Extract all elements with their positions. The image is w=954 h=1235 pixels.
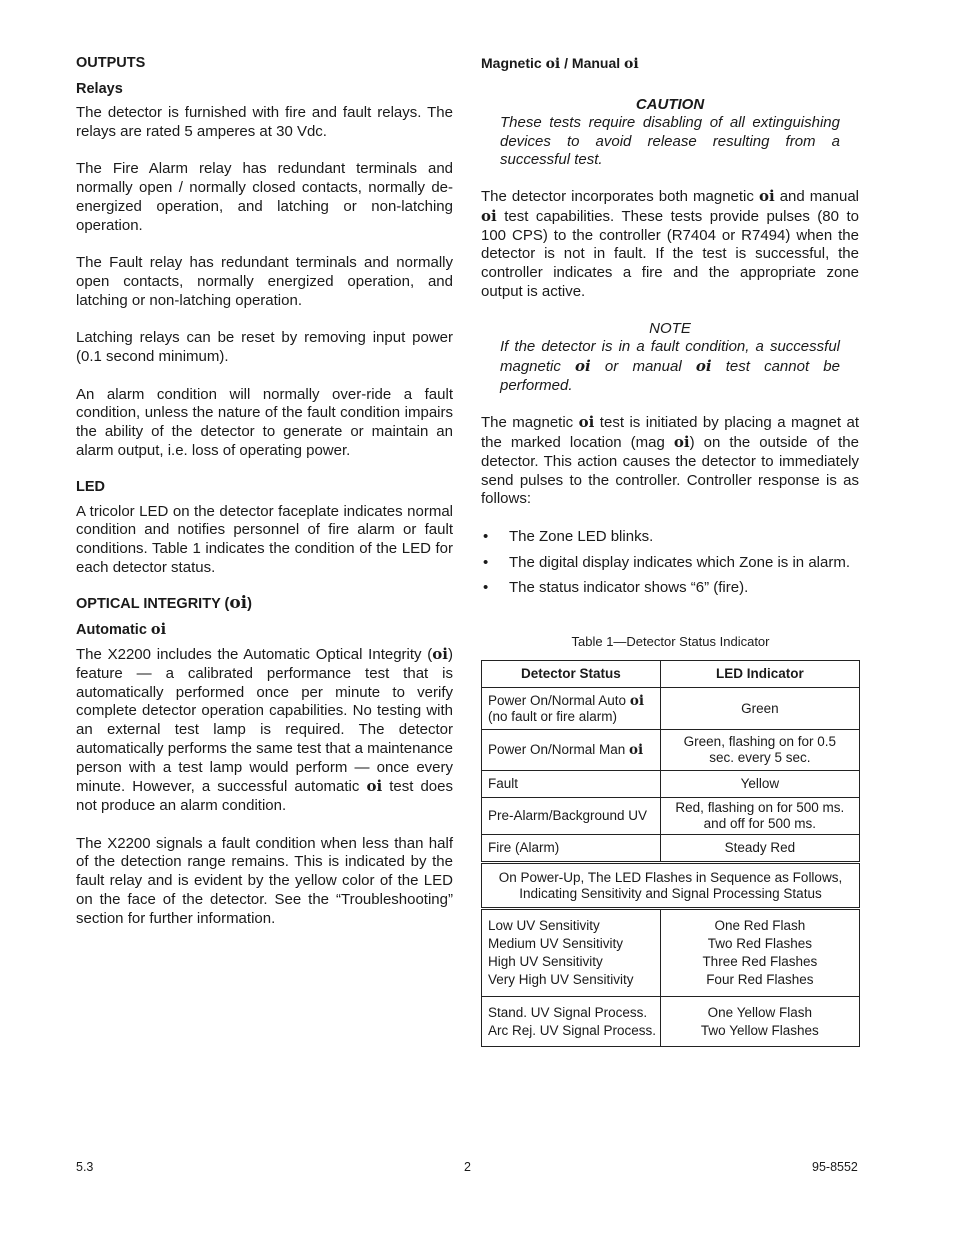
led-cell: Steady Red bbox=[660, 835, 859, 863]
status-cell: Power On/Normal Auto oi (no fault or fire alarm) bbox=[482, 688, 661, 730]
sensitivity-status-cell: Low UV Sensitivity Medium UV Sensitivity High UV Sensitivity Very High UV Sensitivity bbox=[482, 909, 661, 997]
powerup-cell: On Power-Up, The LED Flashes in Sequence as Follows, Indicating Sensitivity and Signal Processing Status bbox=[482, 863, 860, 909]
relays-heading: Relays bbox=[76, 81, 123, 97]
footer-document-number: 95-8552 bbox=[812, 1160, 858, 1174]
magnetic-manual-heading: Magnetic oi / Manual oi bbox=[481, 55, 639, 72]
note-title: NOTE bbox=[649, 320, 691, 338]
automatic-paragraph-2: The X2200 signals a fault condition when less than half of the detection range remains. This is indicated by the fault relay and is evident by the yellow color of the LED on the face of the detector. See the “Troubleshooting” section for further information. bbox=[76, 834, 453, 927]
sensitivity-row bbox=[482, 909, 860, 997]
outputs-heading: OUTPUTS bbox=[76, 55, 146, 71]
oi-symbol: oi bbox=[673, 433, 690, 452]
table-header-row bbox=[482, 661, 860, 688]
oi-symbol: oi bbox=[578, 413, 595, 432]
led-heading: LED bbox=[76, 478, 105, 495]
status-cell: Fire (Alarm) bbox=[482, 835, 661, 863]
table-row bbox=[482, 798, 860, 835]
caution-title: CAUTION bbox=[635, 96, 705, 113]
led-cell: Green bbox=[660, 688, 859, 730]
status-cell: Power On/Normal Man oi bbox=[482, 730, 661, 771]
oi-symbol: oi bbox=[624, 56, 639, 72]
optical-integrity-heading: OPTICAL INTEGRITY (oi) bbox=[76, 593, 252, 614]
table-row bbox=[482, 771, 860, 798]
footer-page-number: 2 bbox=[464, 1160, 471, 1174]
note-text: If the detector is in a fault condition, a successful magnetic oi or manual oi test cannot be performed. bbox=[500, 338, 840, 394]
relays-paragraph-5: An alarm condition will normally over-ride a fault condition, unless the nature of the fault condition impairs the ability of the detector to generate or maintain an alarm output, i.e. loss of operating power. bbox=[76, 385, 453, 459]
table-caption: Table 1—Detector Status Indicator bbox=[571, 634, 770, 649]
relays-paragraph-1: The detector is furnished with fire and fault relays. The relays are rated 5 amperes at 30 Vdc. bbox=[76, 104, 453, 140]
header-led-indicator: LED Indicator bbox=[660, 661, 859, 688]
detector-status-table bbox=[481, 660, 860, 1047]
oi-symbol: oi bbox=[545, 56, 561, 72]
table-row bbox=[482, 730, 860, 771]
sensitivity-led-cell: One Red Flash Two Red Flashes Three Red Flashes Four Red Flashes bbox=[660, 909, 859, 997]
oi-symbol: oi bbox=[629, 742, 644, 758]
relays-paragraph-2: The Fire Alarm relay has redundant terminals and normally open / normally closed contacts, normally de-energized operation, and latching or non-latching operation. bbox=[76, 160, 453, 234]
automatic-oi-heading: Automatic oi bbox=[76, 621, 167, 639]
oi-symbol: oi bbox=[695, 357, 712, 376]
led-paragraph: A tricolor LED on the detector faceplate indicates normal condition and notifies personnel of fire alarm or fault conditions. Table 1 indicates the condition of the LED for each detector status. bbox=[76, 502, 453, 576]
automatic-paragraph-1: The X2200 includes the Automatic Optical Integrity (oi) feature — a calibrated performance test that is automatically performed once per minute to verify complete detector operation capabilities. No testing with an external test lamp is required. The detector automatically performs the same test that a maintenance person with a test lamp would perform — once every minute. However, a successful automatic oi test does not produce an alarm condition. bbox=[76, 645, 453, 814]
led-cell: Green, flashing on for 0.5 sec. every 5 sec. bbox=[660, 730, 859, 771]
oi-symbol: oi bbox=[366, 777, 383, 796]
oi-symbol: oi bbox=[629, 692, 644, 709]
oi-symbol: oi bbox=[481, 206, 497, 225]
oi-symbol: oi bbox=[432, 645, 448, 664]
right-column bbox=[481, 50, 859, 605]
oi-symbol: oi bbox=[229, 593, 248, 614]
magnetic-paragraph-1: The detector incorporates both magnetic oi and manual oi test capabilities. These tests provide pulses (80 to 100 CPS) to the controller (R7404 or R7494) when the detector is not in fault. If the test is successful, the controller indicates a fire and the appropriate zone output is active. bbox=[481, 187, 859, 300]
table-row bbox=[482, 835, 860, 863]
status-cell: Fault bbox=[482, 771, 661, 798]
list-item: • The Zone LED blinks. bbox=[483, 527, 654, 545]
powerup-row bbox=[482, 863, 860, 909]
oi-symbol: oi bbox=[150, 621, 167, 639]
magnetic-paragraph-2: The magnetic oi test is initiated by placing a magnet at the marked location (mag oi) on the outside of the detector. This action causes the detector to immediately send pulses to the controller. Controller response is as follows: bbox=[481, 413, 860, 508]
relays-paragraph-3: The Fault relay has redundant terminals and normally open contacts, normally energized operation, and latching or non-latching operation. bbox=[76, 254, 453, 309]
list-item: • The status indicator shows “6” (fire). bbox=[483, 579, 749, 597]
relays-paragraph-4: Latching relays can be reset by removing input power (0.1 second minimum). bbox=[76, 329, 453, 366]
header-detector-status: Detector Status bbox=[482, 661, 661, 688]
left-column bbox=[76, 50, 453, 928]
process-led-cell: One Yellow Flash Two Yellow Flashes bbox=[660, 997, 859, 1047]
led-cell: Yellow bbox=[660, 771, 859, 798]
oi-symbol: oi bbox=[758, 187, 775, 206]
status-cell: Pre-Alarm/Background UV bbox=[482, 798, 661, 835]
oi-symbol: oi bbox=[575, 357, 591, 376]
signal-process-row bbox=[482, 997, 860, 1047]
led-cell: Red, flashing on for 500 ms. and off for 500 ms. bbox=[660, 798, 859, 835]
caution-text: These tests require disabling of all extinguishing devices to avoid release resulting from a successful test. bbox=[500, 114, 840, 169]
footer-section-number: 5.3 bbox=[76, 1160, 94, 1174]
list-item: • The digital display indicates which Zone is in alarm. bbox=[483, 553, 850, 571]
process-status-cell: Stand. UV Signal Process. Arc Rej. UV Signal Process. bbox=[482, 997, 661, 1047]
controller-response-list bbox=[481, 528, 859, 598]
table-row bbox=[482, 688, 860, 730]
